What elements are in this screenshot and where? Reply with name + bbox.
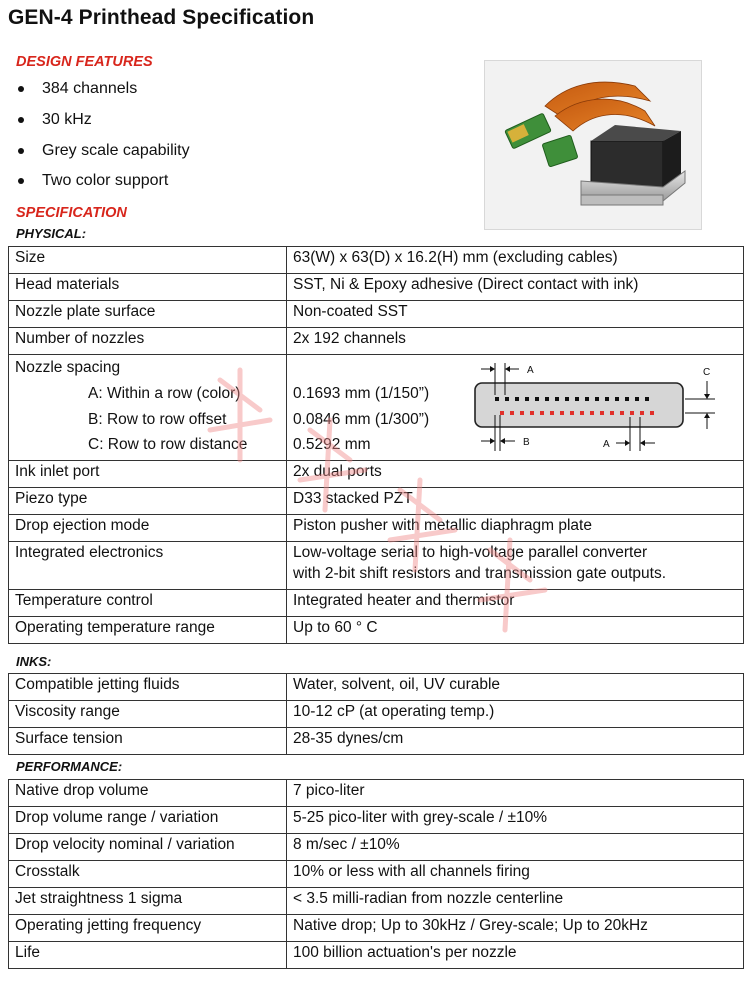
row-value: 5-25 pico-liter with grey-scale / ±10% (287, 807, 744, 834)
spacing-b-value: 0.0846 mm (1/300”) (293, 411, 430, 428)
row-value: 2x dual ports (287, 461, 744, 488)
table-row (9, 728, 744, 755)
diagram-label-a-top: A (527, 365, 534, 376)
table-row (9, 807, 744, 834)
electronics-line-1: Low-voltage serial to high-voltage parallel converter (293, 544, 648, 561)
row-label: Size (9, 247, 287, 274)
spacing-b-label: B: Row to row offset (88, 411, 227, 428)
row-value: 10-12 cP (at operating temp.) (287, 701, 744, 728)
row-label: Life (9, 942, 287, 969)
diagram-label-c: C (703, 367, 711, 378)
table-row (9, 617, 744, 644)
row-label: Crosstalk (9, 861, 287, 888)
row-value: D33 stacked PZT (287, 488, 744, 515)
spacing-c-label: C: Row to row distance (88, 436, 248, 453)
row-value: SST, Ni & Epoxy adhesive (Direct contact with ink) (287, 274, 744, 301)
row-value: < 3.5 milli-radian from nozzle centerline (287, 888, 744, 915)
table-row (9, 515, 744, 542)
design-features-list (16, 78, 190, 201)
inks-table (8, 673, 744, 755)
spacing-a-label: A: Within a row (color) (88, 385, 241, 402)
row-value: Up to 60 ° C (287, 617, 744, 644)
row-label: Compatible jetting fluids (9, 674, 287, 701)
row-value: Piston pusher with metallic diaphragm plate (287, 515, 744, 542)
row-label: Integrated electronics (9, 542, 287, 590)
table-row (9, 780, 744, 807)
row-value (287, 355, 744, 461)
row-label: Number of nozzles (9, 328, 287, 355)
table-row (9, 301, 744, 328)
row-label: Operating jetting frequency (9, 915, 287, 942)
table-row (9, 461, 744, 488)
row-label: Jet straightness 1 sigma (9, 888, 287, 915)
table-row (9, 674, 744, 701)
diagram-label-a-bottom: A (603, 439, 610, 450)
inks-heading: INKS: (16, 654, 52, 669)
spacing-c-value: 0.5292 mm (293, 436, 371, 453)
nozzle-spacing-row (9, 355, 744, 461)
table-row (9, 888, 744, 915)
table-row (9, 274, 744, 301)
row-value: 63(W) x 63(D) x 16.2(H) mm (excluding cables) (287, 247, 744, 274)
row-label: Drop velocity nominal / variation (9, 834, 287, 861)
list-item: 384 channels (16, 78, 190, 109)
diagram-label-b: B (523, 437, 530, 448)
row-value: Native drop; Up to 30kHz / Grey-scale; Up to 20kHz (287, 915, 744, 942)
table-row (9, 590, 744, 617)
row-label: Surface tension (9, 728, 287, 755)
row-label: Head materials (9, 274, 287, 301)
spacing-a-value: 0.1693 mm (1/150”) (293, 385, 430, 402)
row-label: Operating temperature range (9, 617, 287, 644)
table-row (9, 247, 744, 274)
nozzle-diagram (465, 359, 727, 457)
row-value: Integrated heater and thermistor (287, 590, 744, 617)
list-item: 30 kHz (16, 109, 190, 140)
row-value: 10% or less with all channels firing (287, 861, 744, 888)
table-row (9, 942, 744, 969)
table-row (9, 328, 744, 355)
list-item: Grey scale capability (16, 140, 190, 171)
table-row (9, 834, 744, 861)
printhead-photo (484, 60, 702, 230)
row-value: 28-35 dynes/cm (287, 728, 744, 755)
row-label: Ink inlet port (9, 461, 287, 488)
row-value (287, 542, 744, 590)
row-label: Nozzle plate surface (9, 301, 287, 328)
performance-table (8, 779, 744, 969)
specification-heading: SPECIFICATION (16, 205, 127, 221)
row-label: Viscosity range (9, 701, 287, 728)
row-value: 7 pico-liter (287, 780, 744, 807)
row-label: Drop volume range / variation (9, 807, 287, 834)
row-value: Non-coated SST (287, 301, 744, 328)
physical-heading: PHYSICAL: (16, 226, 87, 241)
page-title: GEN-4 Printhead Specification (8, 6, 315, 29)
table-row (9, 542, 744, 590)
row-label: Piezo type (9, 488, 287, 515)
row-value: 2x 192 channels (287, 328, 744, 355)
row-label: Temperature control (9, 590, 287, 617)
table-row (9, 915, 744, 942)
list-item: Two color support (16, 170, 190, 201)
row-value: 100 billion actuation's per nozzle (287, 942, 744, 969)
row-value: 8 m/sec / ±10% (287, 834, 744, 861)
row-value: Water, solvent, oil, UV curable (287, 674, 744, 701)
table-row (9, 488, 744, 515)
nozzle-spacing-label: Nozzle spacing (15, 359, 121, 376)
design-features-heading: DESIGN FEATURES (16, 54, 153, 70)
table-row (9, 861, 744, 888)
printhead-illustration (485, 61, 701, 229)
electronics-line-2: with 2-bit shift resistors and transmission gate outputs. (293, 565, 667, 582)
table-row (9, 701, 744, 728)
physical-table (8, 246, 744, 644)
row-label: Native drop volume (9, 780, 287, 807)
performance-heading: PERFORMANCE: (16, 759, 123, 774)
row-label: Drop ejection mode (9, 515, 287, 542)
row-label (9, 355, 287, 461)
